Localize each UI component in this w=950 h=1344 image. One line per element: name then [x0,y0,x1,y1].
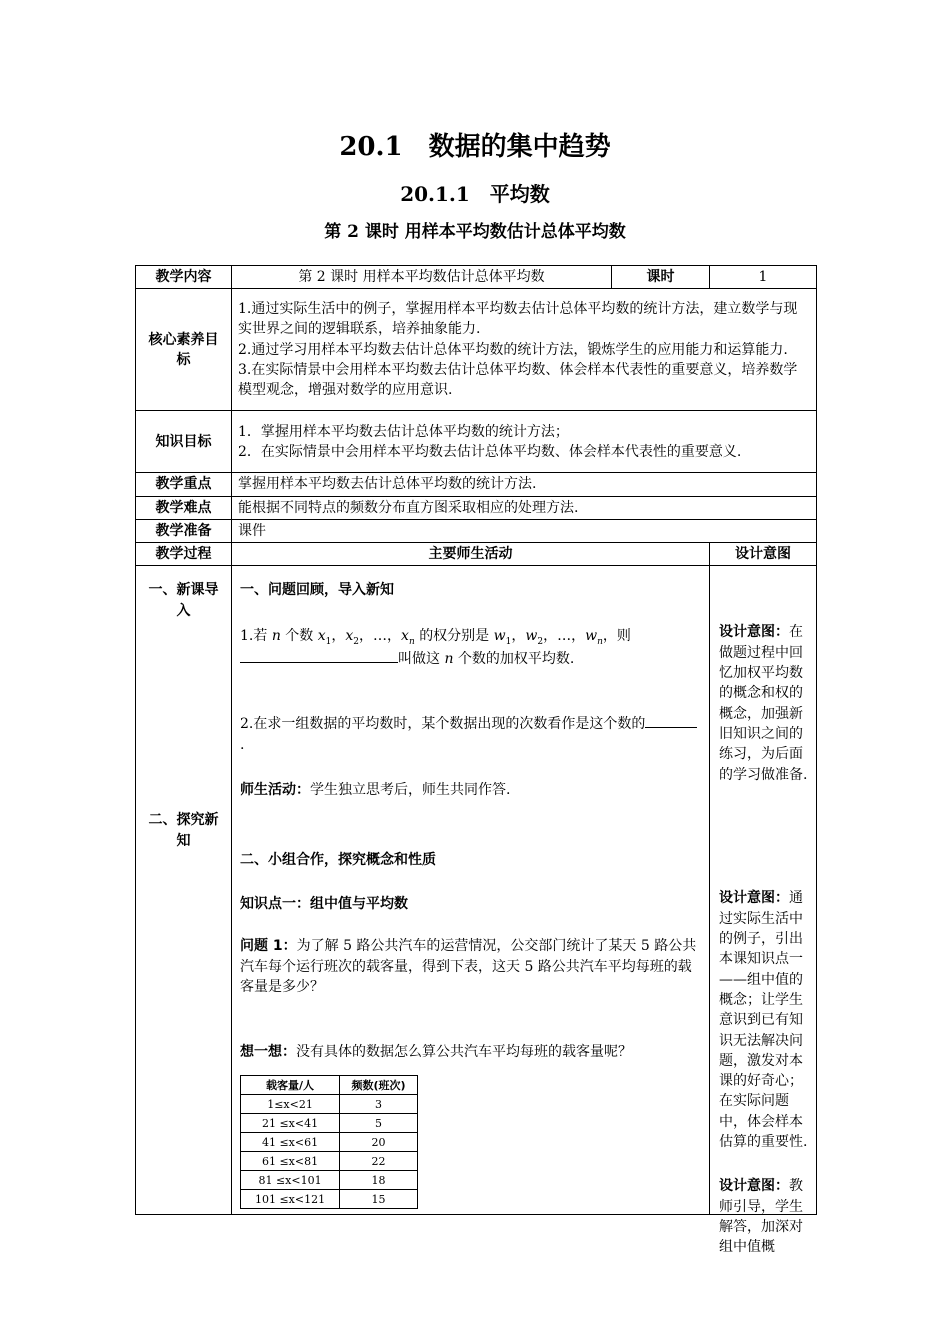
design-2-text: 通过实际生活中的例子，引出本课知识点一——组中值的概念；让学生意识到已有知识无法解决问题，激发对本课的好奇心；在实际问题中，体会样本估算的重要性. [719,890,808,1151]
core-goal-2: 2.通过学习用样本平均数去估计总体平均数的统计方法，锻炼学生的应用能力和运算能力. [238,341,788,358]
design-note-3 [719,1176,810,1257]
freq-count: 3 [340,1095,418,1114]
table-row [241,1190,418,1209]
table-row [241,1114,418,1133]
freq-range: 1≤x<21 [241,1095,340,1114]
problem-1-text: 为了解 5 路公共汽车的运营情况，公交部门统计了某天 5 路公共汽车每个运行班次的载客量，得到下表，这天 5 路公共汽车平均每班的载客量是多少？ [240,938,697,996]
doc-title: 20.1 数据的集中趋势 [339,132,611,162]
knowledge-goals [232,411,817,473]
freq-count: 20 [340,1133,418,1152]
section1-title: 一、问题回顾，导入新知 [240,582,394,599]
frequency-table [240,1075,418,1209]
freq-count: 15 [340,1190,418,1209]
q1-vars: x [317,628,326,645]
q1-text-e: 叫做这 [398,651,440,668]
stage-2: 二、探究新知 [148,812,219,849]
q1-blank [240,650,398,663]
knowledge-label: 知识目标 [136,411,232,473]
q1-text-b: 个数 [285,628,314,645]
think-text: 没有具体的数据怎么算公共汽车平均每班的载客量呢？ [296,1044,632,1061]
think-label: 想一想： [240,1044,296,1061]
key-value: 掌握用样本平均数去估计总体平均数的统计方法. [232,473,817,496]
key-label: 教学重点 [136,473,232,496]
knowledge-goal-1: 1．掌握用样本平均数去估计总体平均数的统计方法； [238,423,569,440]
question-2 [240,714,701,755]
freq-col-count: 频数(班次) [340,1076,418,1095]
problem-1-label: 问题 1： [240,938,297,955]
core-label: 核心素养目标 [136,289,232,411]
activity-header: 主要师生活动 [232,543,710,566]
q2-blank [645,715,697,728]
stage-column [136,566,231,1214]
core-goal-1: 1.通过实际生活中的例子，掌握用样本平均数去估计总体平均数的统计方法，建立数学与现实世界之间的逻辑联系，培养抽象能力. [238,301,798,338]
freq-range: 61 ≤x<81 [241,1152,340,1171]
q1-n-2: n [444,651,454,668]
difficulty-value: 能根据不同特点的频数分布直方图采取相应的处理方法. [232,496,817,519]
doc-subtitle: 20.1.1 平均数 [400,182,550,206]
content-label: 教学内容 [136,266,232,289]
design-column [710,566,816,1256]
lesson-plan-table [135,265,817,1256]
q1-n: n [271,628,281,645]
think-note [240,1042,701,1062]
design-note-1 [719,622,810,784]
table-row [241,1152,418,1171]
q1-text-f: 个数的加权平均数. [457,651,575,668]
freq-count: 5 [340,1114,418,1133]
table-row [241,1095,418,1114]
q2-end: . [240,736,245,753]
design-3-text: 教师引导，学生解答，加深对组中值概 [719,1178,803,1256]
table-row [241,1133,418,1152]
design-header: 设计意图 [710,543,817,566]
prep-value: 课件 [232,519,817,542]
q2-text: 2.在求一组数据的平均数时，某个数据出现的次数看作是这个数的 [240,716,646,733]
problem-1 [240,936,701,997]
freq-count: 22 [340,1152,418,1171]
question-1: 1.若 n 个数 $x_1$，$x_2$，…，$x_n$ 的权分别是 $w_1$，$w_2$，…，$w_n$，则叫做这 n 个数的加权平均数. [240,628,631,668]
freq-range: 101 ≤x<121 [241,1190,340,1209]
hours-value: 1 [710,266,817,289]
design-1-label: 设计意图： [719,624,789,641]
lesson-title: 第 2 课时 用样本平均数估计总体平均数 [324,222,626,242]
activity-note-text: 学生独立思考后，师生共同作答. [310,782,511,799]
q1-text-c: 的权分别是 [419,628,490,645]
knowledge-point-1: 知识点一：组中值与平均数 [240,896,408,913]
design-1-text: 在做题过程中回忆加权平均数的概念和权的概念，加强新旧知识之间的练习，为后面的学习做准备. [719,624,808,783]
table-row [241,1171,418,1190]
design-3-label: 设计意图： [719,1178,789,1195]
freq-col-load: 载客量/人 [241,1076,340,1095]
section2-title: 二、小组合作，探究概念和性质 [240,852,436,869]
design-note-2 [719,888,810,1152]
core-goals [232,289,817,411]
stage-1: 一、新课导入 [148,582,219,619]
difficulty-label: 教学难点 [136,496,232,519]
knowledge-goal-2: 2．在实际情景中会用样本平均数去估计总体平均数、体会样本代表性的重要意义. [238,443,742,460]
freq-range: 41 ≤x<61 [241,1133,340,1152]
content-value: 第 2 课时 用样本平均数估计总体平均数 [232,266,612,289]
q1-text-a: 1.若 [240,628,268,645]
design-2-label: 设计意图： [719,890,789,907]
process-label: 教学过程 [136,543,232,566]
freq-range: 81 ≤x<101 [241,1171,340,1190]
activity-note [240,780,701,800]
hours-label: 课时 [612,266,710,289]
prep-label: 教学准备 [136,519,232,542]
freq-range: 21 ≤x<41 [241,1114,340,1133]
core-goal-3: 3.在实际情景中会用样本平均数去估计总体平均数、体会样本代表性的重要意义，培养数学模型观念，增强对数学的应用意识. [238,361,798,399]
q1-text-d: ，则 [602,628,631,645]
freq-count: 18 [340,1171,418,1190]
activity-note-label: 师生活动： [240,782,310,799]
